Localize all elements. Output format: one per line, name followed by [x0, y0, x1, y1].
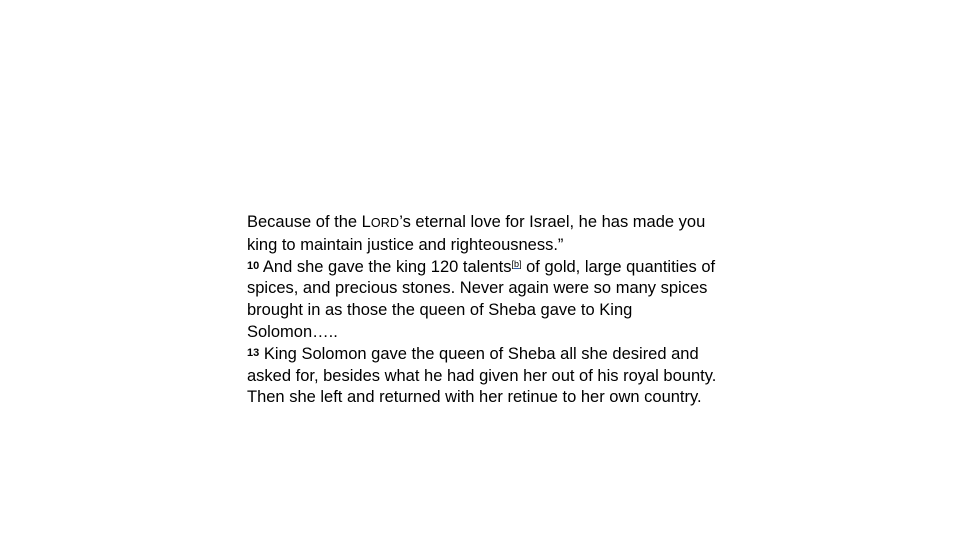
text-segment: of gold, large quantities of spices, and precious stones. Never again were so many spices brought in as those the queen of Sheba gave to King Solomon…..	[247, 257, 716, 341]
footnote-link[interactable]: [b]	[511, 258, 522, 269]
text-segment: ’s eternal love for Israel, he has made you king to maintain justice and righteousness.”	[247, 213, 706, 254]
text-segment: King Solomon gave the queen of Sheba all she desired and asked for, besides what he had given her out of his royal bounty. Then she left and returned with her retinue to her own country.	[247, 344, 717, 407]
paragraph-verse-10	[247, 257, 717, 344]
scripture-passage	[247, 212, 717, 409]
lord-small-caps: ORD	[370, 216, 400, 230]
verse-number: 10	[247, 259, 260, 272]
paragraph-verse-9	[247, 212, 717, 257]
text-segment: And she gave the king 120 talents	[259, 257, 512, 276]
text-segment: Because of the L	[247, 213, 371, 231]
paragraph-verse-13	[247, 344, 717, 409]
verse-number: 13	[247, 346, 260, 359]
